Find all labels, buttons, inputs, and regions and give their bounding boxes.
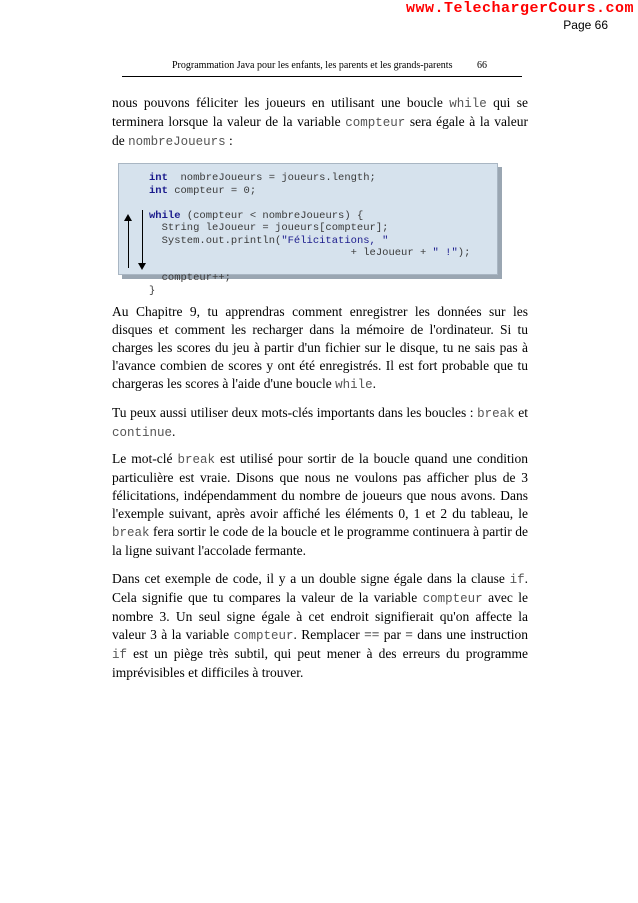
text-run: Au Chapitre 9, tu apprendras comment enregistrer les données sur les disques et comment les recharger dans la mémoire de l'ordinateur. Si tu charges les scores du jeu à partir d'un fichier sur le disque, tu ne sais pas à l'avance combien de scores y ont été enregistrés. Il est fort probable que tu chargeras les scores à l'aide d'une boucle: [112, 304, 528, 391]
text-run: Dans cet exemple de code, il y a un double signe égale dans la clause: [112, 571, 510, 586]
code-listing: [118, 163, 498, 297]
code-line: [149, 235, 388, 247]
text-run: qui se terminera lorsque la valeur de la variable: [112, 95, 528, 129]
code-word: nombreJoueurs: [128, 135, 226, 149]
code-line: [149, 210, 363, 222]
loop-up-arrow-icon: [128, 220, 129, 268]
text-run: Tu peux aussi utiliser deux mots-clés importants dans les boucles :: [112, 405, 478, 420]
string-literal: " !": [432, 247, 458, 259]
paragraph-keywords: [112, 404, 528, 442]
loop-down-arrow-icon: [142, 210, 143, 264]
code-word: if: [509, 573, 525, 587]
code-line: String leJoueur = joueurs[compteur];: [149, 222, 389, 234]
code-line: [149, 185, 256, 197]
code-text: (compteur < nombreJoueurs) {: [180, 209, 364, 222]
paragraph-intro: [112, 94, 528, 151]
code-text: + leJoueur +: [149, 247, 433, 259]
page-badge: Page 66: [563, 18, 608, 32]
code-word: compteur: [233, 629, 294, 643]
text-run: Le mot-clé: [112, 451, 178, 466]
keyword: int: [149, 172, 168, 184]
code-word: compteur: [345, 116, 406, 130]
code-word: while: [449, 97, 487, 111]
code-word: break: [112, 526, 150, 540]
code-word: continue: [112, 426, 173, 440]
text-run: fera sortir le code de la boucle et le programme continuera à partir de la ligne suivant l'accolade fermante.: [112, 524, 528, 558]
code-line: [149, 172, 376, 184]
code-line: }: [149, 284, 156, 297]
code-word: break: [477, 407, 515, 421]
code-word: compteur: [422, 592, 483, 606]
text-run: est un piège très subtil, qui peut mener à des erreurs du programme imprévisibles et difficiles à trouver.: [112, 646, 528, 680]
text-run: sera égale à la valeur de: [112, 114, 528, 148]
keyword: int: [149, 184, 168, 197]
text-run: avec le nombre 3. Un seul signe égale à cet endroit signifierait qu'on affecte la valeur 3 à la variable: [112, 590, 528, 642]
paragraph-equals: [112, 570, 528, 682]
text-run: . Remplacer == par = dans une instruction: [293, 627, 528, 642]
code-word: if: [112, 648, 128, 662]
text-run: :: [225, 133, 233, 148]
text-run: nous pouvons féliciter les joueurs en utilisant une boucle: [112, 95, 450, 110]
code-text: System.out.println(: [149, 234, 282, 247]
string-literal: "Félicitations, ": [281, 234, 389, 247]
code-word: while: [335, 378, 373, 392]
code-text: nombreJoueurs = joueurs.length;: [167, 172, 376, 184]
page-number: 66: [476, 60, 487, 71]
code-line: compteur++;: [149, 272, 231, 284]
code-text: );: [457, 247, 471, 259]
paragraph-break: [112, 450, 528, 560]
site-watermark: www.TelechargerCours.com: [405, 0, 634, 17]
text-run: . Cela signifie que tu compares la valeur de la variable: [112, 571, 528, 605]
code-line: [149, 247, 470, 259]
text-run: et: [514, 405, 528, 420]
keyword: while: [149, 209, 181, 222]
text-run: .: [172, 424, 176, 439]
text-run: .: [372, 376, 377, 391]
code-text: compteur = 0;: [167, 184, 257, 197]
running-header: [172, 60, 487, 71]
header-rule: [122, 76, 522, 77]
paragraph-chapter9: [112, 303, 528, 394]
code-word: break: [177, 453, 215, 467]
code-block: [149, 172, 470, 297]
text-run: est utilisé pour sortir de la boucle quand une condition particulière est vraie. Disons que nous ne voulons pas afficher plus de 3 félicitations, indépendamment du nombre de joueurs que nous avons. Dans l'exemple suivant, après avoir affiché les éléments 0, 1 et 2 du tableau, le: [112, 451, 528, 521]
running-title: Programmation Java pour les enfants, les parents et les grands-parents: [172, 60, 453, 71]
